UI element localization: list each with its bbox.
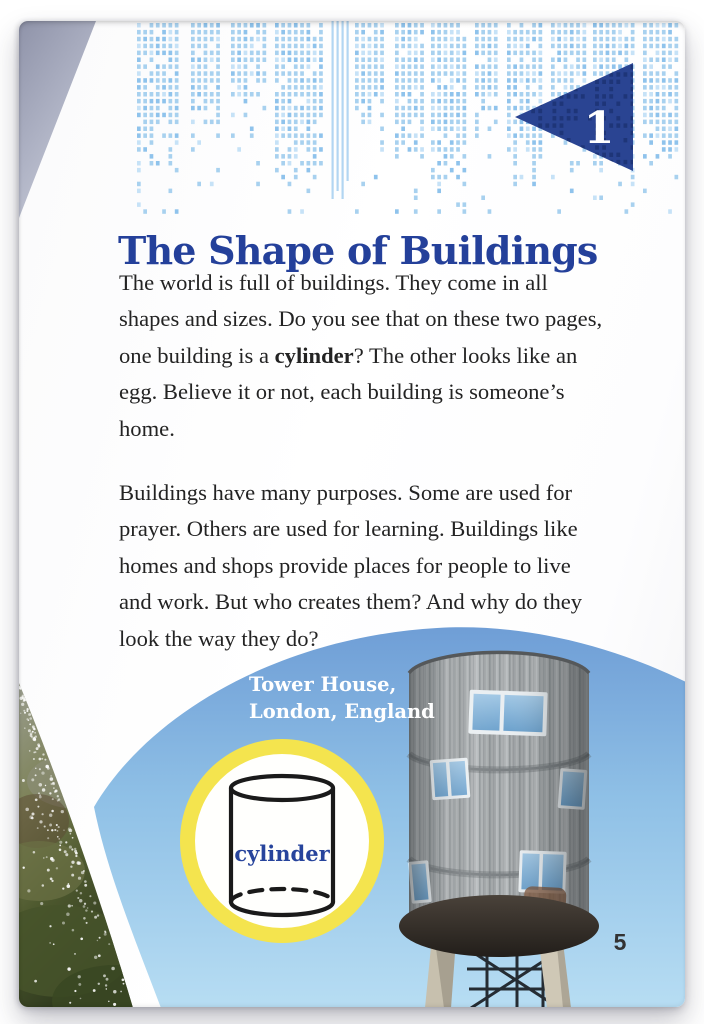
chapter-number: 1 <box>583 103 615 154</box>
vocab-word-cylinder: cylinder <box>274 342 354 368</box>
paragraph-2: Buildings have many purposes. Some are used for prayer. Others are used for learning. Buildings like homes and shops provide places for people to live and work. But who creates them? And why do they look the way they do? <box>119 480 583 651</box>
paragraph-1-text-after: ? The other looks like an egg. Believe it or not, each building is someone’s home. <box>119 342 578 441</box>
body-text <box>119 265 607 685</box>
tower-underside <box>399 895 599 957</box>
paragraph-1 <box>119 265 607 447</box>
page-title: The Shape of Buildings <box>118 228 598 274</box>
photo-caption <box>249 671 435 725</box>
photo-caption-line2: London, England <box>249 700 435 723</box>
page-number: 5 <box>613 929 627 955</box>
shape-badge-label: cylinder <box>234 841 330 866</box>
page <box>19 21 685 1007</box>
striped-skyscraper-decoration <box>332 21 349 199</box>
photo-caption-line1: Tower House, <box>249 673 397 696</box>
paragraph-1-text: The world is full of buildings. They come in all shapes and sizes. Do you see that on these two pages, one building is a <box>119 270 603 368</box>
corner-photo-wedge <box>19 21 96 218</box>
